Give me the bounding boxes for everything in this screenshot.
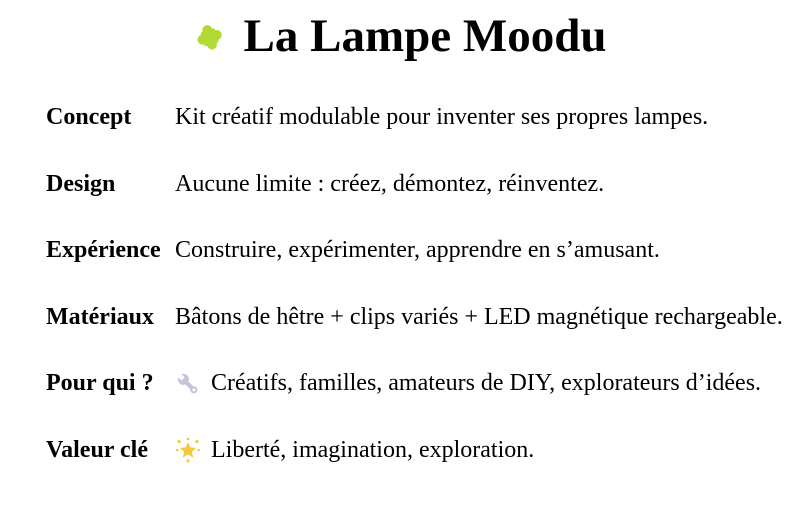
wrench-icon (175, 371, 201, 397)
row-value: Aucune limite : créez, démontez, réinventez. (175, 170, 605, 197)
row-label: Matériaux (46, 303, 154, 330)
row-materiaux (46, 300, 796, 334)
row-label: Pour qui ? (46, 370, 154, 397)
row-value: Construire, expérimenter, apprendre en s’amusant. (175, 237, 660, 264)
row-value: Bâtons de hêtre + clips variés + LED magnétique rechargeable. (175, 303, 783, 330)
row-label: Concept (46, 104, 132, 131)
row-design (46, 167, 796, 201)
row-pour-qui (46, 367, 796, 401)
puzzle-piece-icon (190, 18, 228, 56)
glowing-star-icon (175, 437, 201, 463)
page-title: La Lampe Moodu (243, 10, 607, 62)
page-header (0, 0, 796, 63)
row-valeur-cle (46, 433, 796, 467)
row-value: Liberté, imagination, exploration. (211, 436, 535, 463)
row-concept (46, 101, 796, 135)
row-value: Créatifs, familles, amateurs de DIY, explorateurs d’idées. (211, 370, 762, 397)
row-value: Kit créatif modulable pour inventer ses propres lampes. (175, 104, 709, 131)
feature-list (46, 101, 796, 468)
row-experience (46, 234, 796, 268)
row-label: Design (46, 170, 116, 197)
row-label: Valeur clé (46, 436, 148, 463)
row-label: Expérience (46, 237, 161, 264)
